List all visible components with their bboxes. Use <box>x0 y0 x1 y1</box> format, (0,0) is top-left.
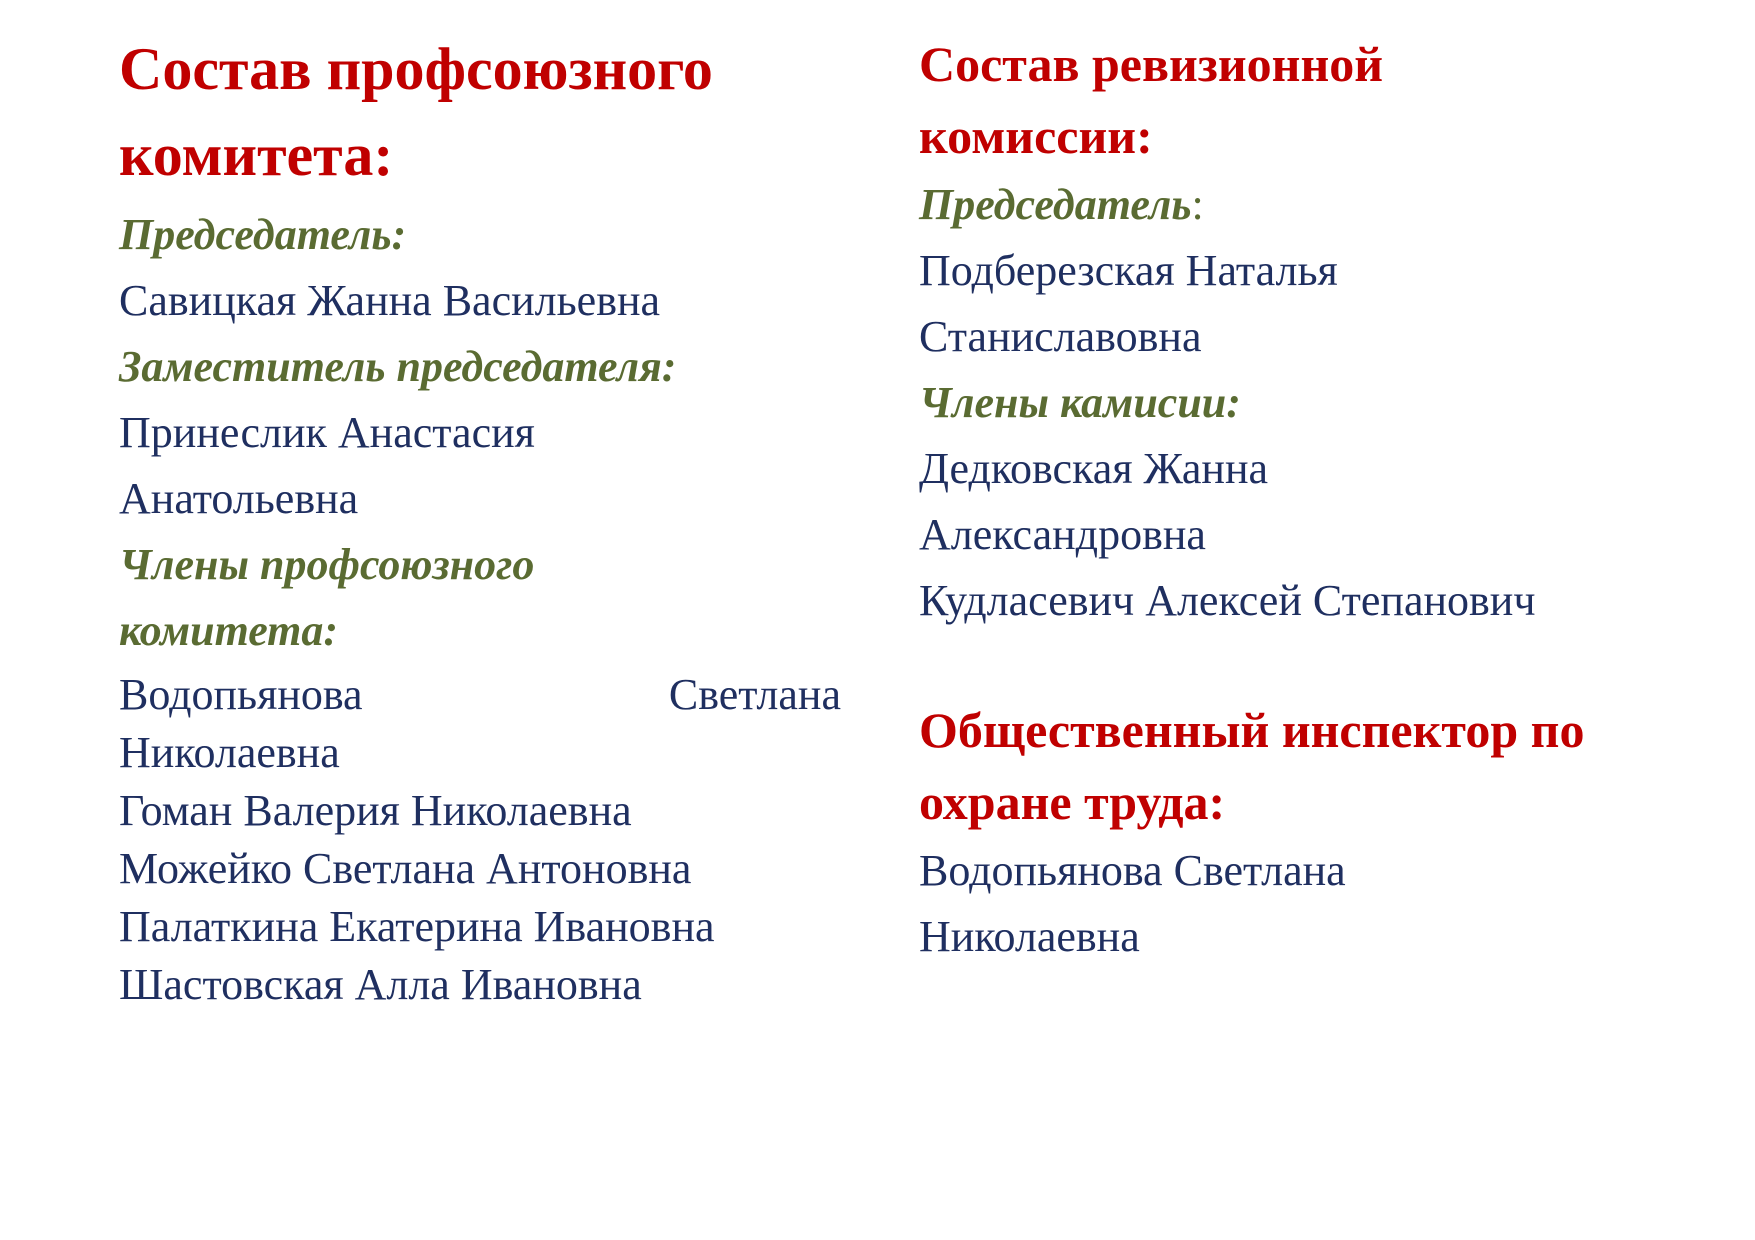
commission-chairman-colon: : <box>1191 180 1204 229</box>
deputy-chairman-label: Заместитель председателя: <box>119 342 677 391</box>
commission-member: Кудласевич Алексей Степанович <box>919 576 1536 625</box>
section-spacer <box>919 634 1679 694</box>
committee-member: Шастовская Алла Ивановна <box>119 960 642 1009</box>
committee-member-surname: Водопьянова <box>119 670 363 719</box>
deputy-chairman-name: Принеслик Анастасия Анатольевна <box>119 408 535 523</box>
committee-members-list <box>119 666 841 1014</box>
committee-member <box>119 666 841 724</box>
commission-chairman-name: Подберезская Наталья Станиславовна <box>919 246 1338 361</box>
committee-member-firstname: Светлана <box>668 670 841 719</box>
labor-safety-inspector-heading: Общественный инспектор по охране труда: <box>919 702 1585 830</box>
chairman-name: Савицкая Жанна Васильевна <box>119 276 661 325</box>
trade-union-committee-column <box>119 0 849 1014</box>
chairman-label: Председатель: <box>119 210 407 259</box>
trade-union-committee-heading: Состав профсоюзного комитета: <box>119 36 713 188</box>
commission-chairman-label <box>919 172 1679 238</box>
committee-member: Можейко Светлана Антоновна <box>119 844 692 893</box>
commission-member: Дедковская Жанна Александровна <box>919 444 1269 559</box>
audit-commission-column <box>919 0 1679 970</box>
committee-member: Гоман Валерия Николаевна <box>119 786 632 835</box>
commission-chairman-label-text: Председатель <box>919 180 1192 229</box>
audit-commission-heading: Состав ревизионной комиссии: <box>919 36 1384 164</box>
committee-member: Палаткина Екатерина Ивановна <box>119 902 715 951</box>
committee-member-patronymic: Николаевна <box>119 728 340 777</box>
commission-members-label: Члены камисии: <box>919 378 1241 427</box>
committee-members-label: Члены профсоюзного комитета: <box>119 540 535 655</box>
labor-safety-inspector-name: Водопьянова Светлана Николаевна <box>919 846 1346 961</box>
